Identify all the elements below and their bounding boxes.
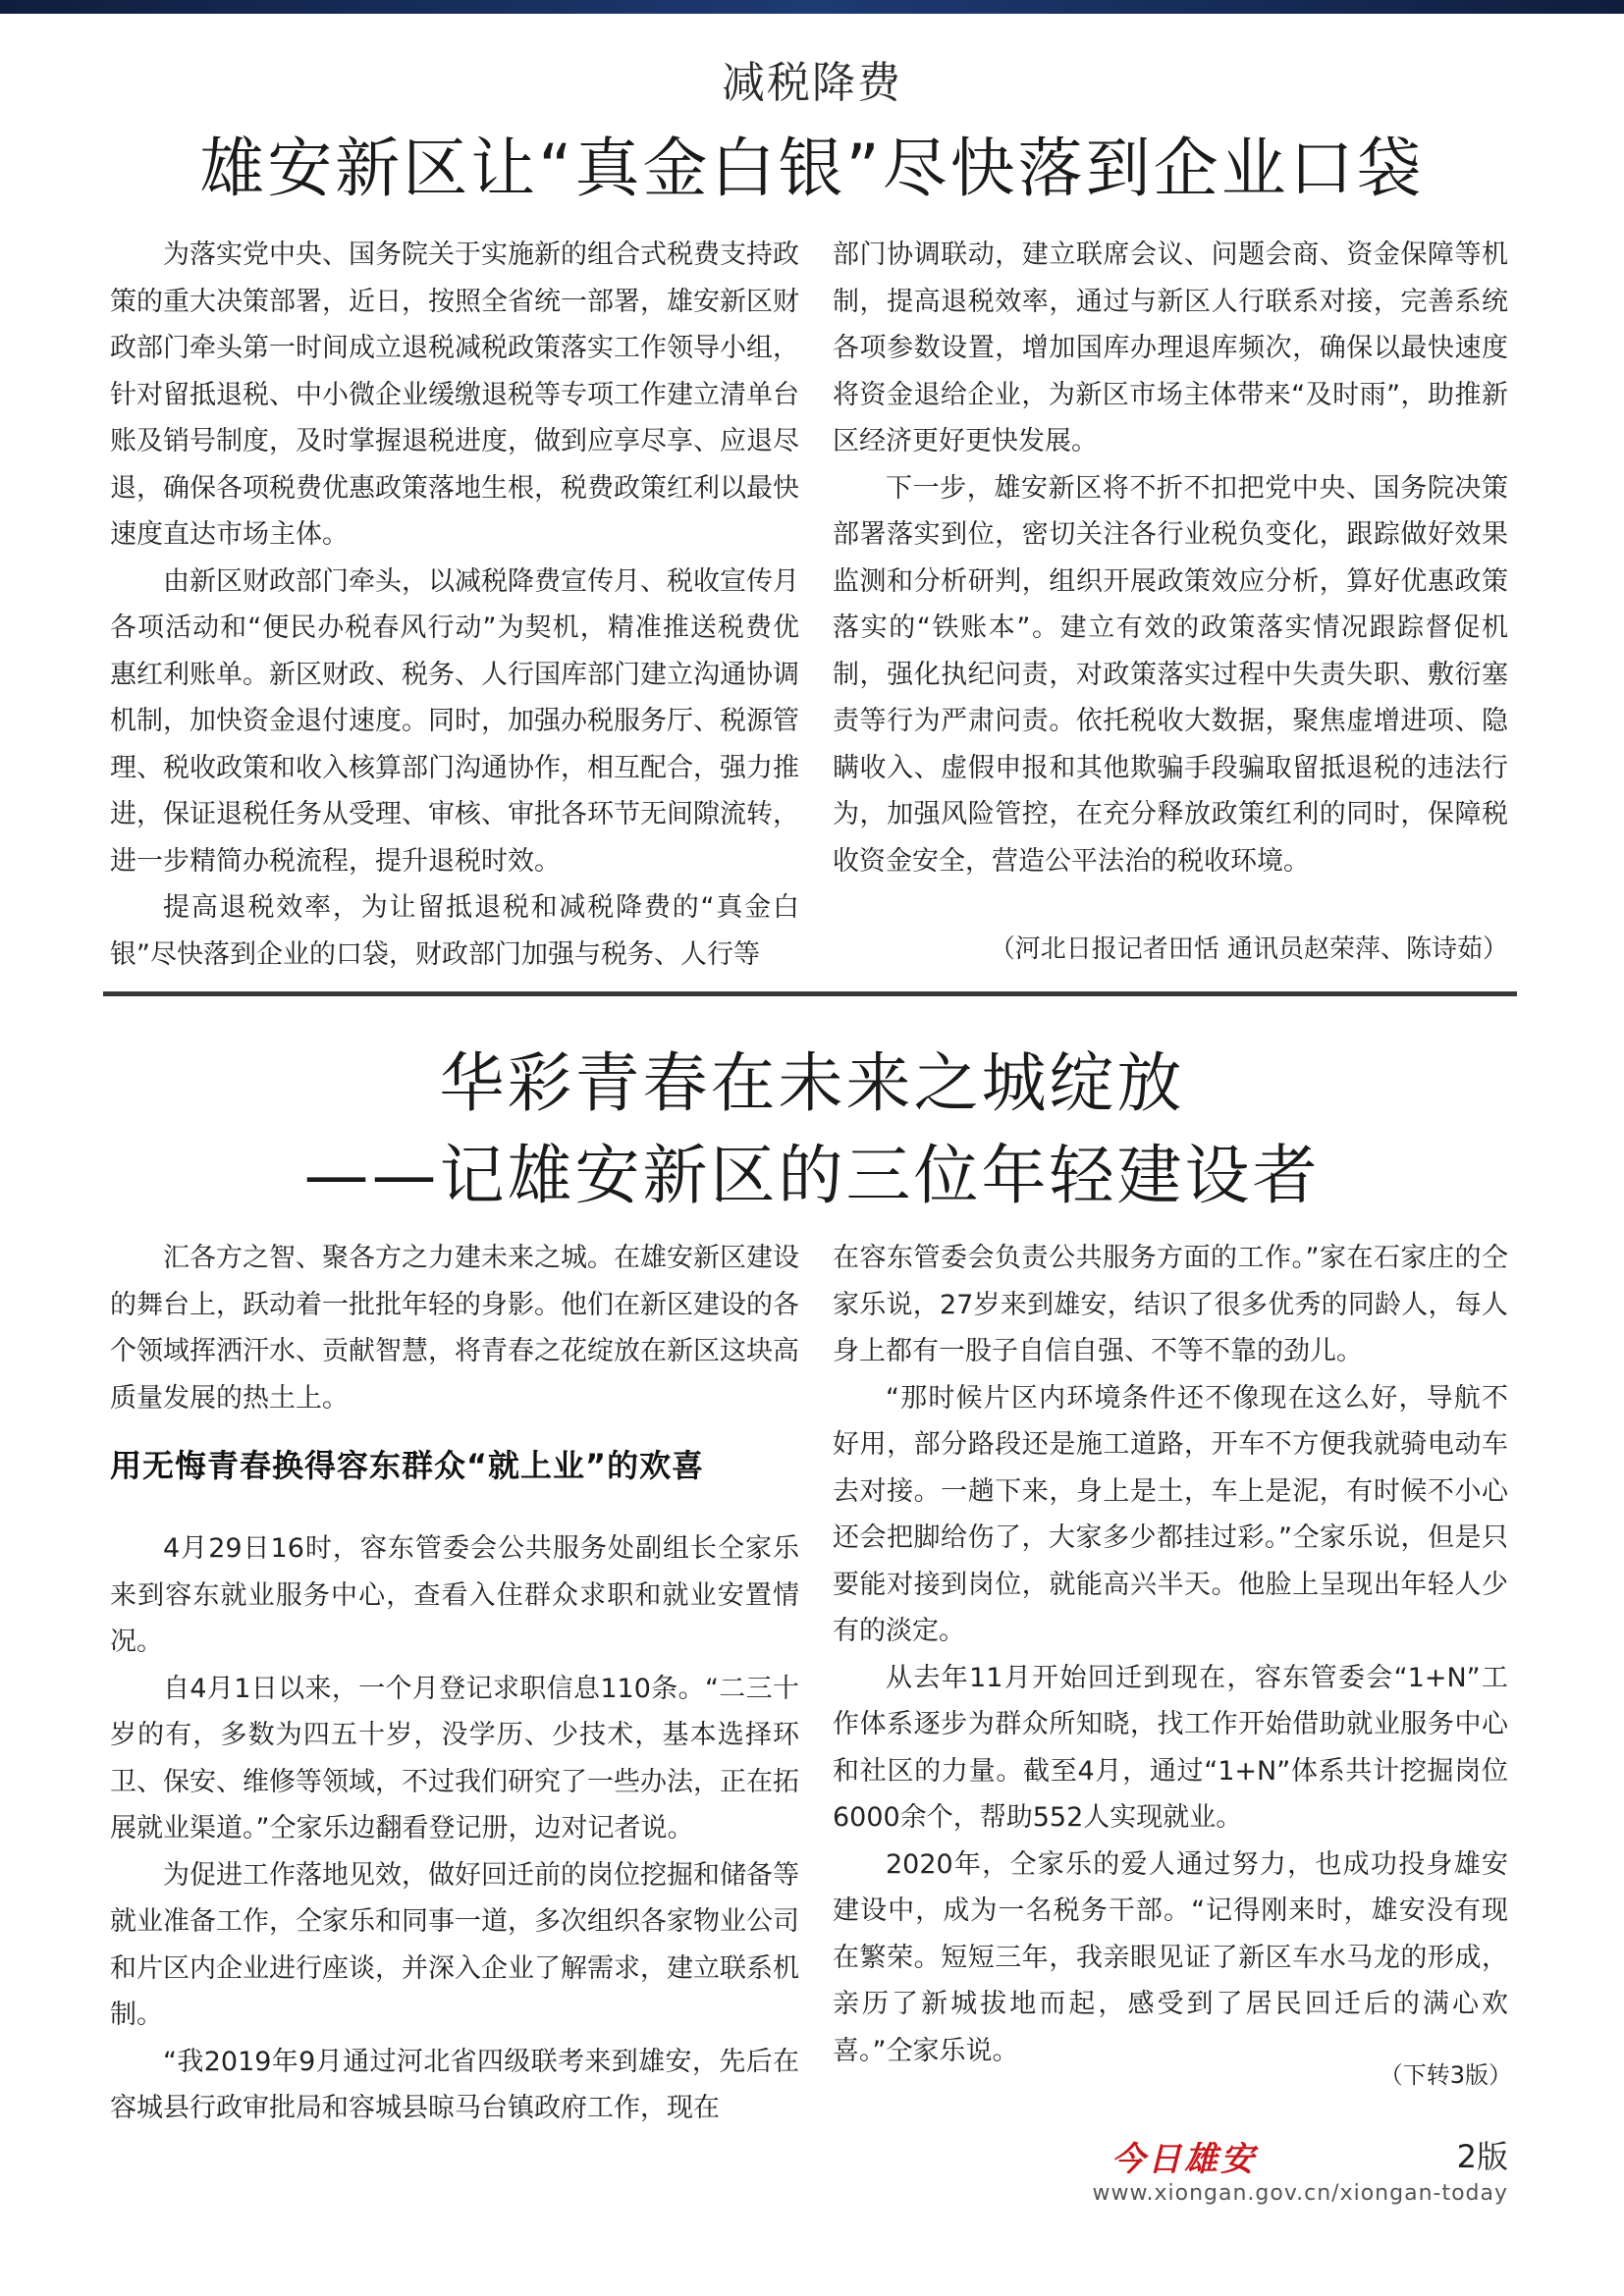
article1-byline: （河北日报记者田恬 通讯员赵荣萍、陈诗茹）	[989, 934, 1508, 964]
paragraph: 4月29日16时，容东管委会公共服务处副组长仝家乐来到容东就业服务中心，查看入住群众求职和就业安置情况。	[110, 1533, 799, 1657]
newspaper-logo: 今日雄安	[1111, 2140, 1257, 2179]
paragraph: 为落实党中央、国务院关于实施新的组合式税费支持政策的重大决策部署，近日，按照全省统一部署，雄安新区财政部门牵头第一时间成立退税减税政策落实工作领导小组，针对留抵退税、中小微企业缓缴退税等专项工作建立清单台账及销号制度，及时掌握退税进度，做到应享尽享、应退尽退，确保各项税费优惠政策落地生根，税费政策红利以最快速度直达市场主体。	[110, 240, 799, 550]
paragraph: 由新区财政部门牵头，以减税降费宣传月、税收宣传月各项活动和“便民办税春风行动”为契机，精准推送税费优惠红利账单。新区财政、税务、人行国库部门建立沟通协调机制，加快资金退付速度。同时，加强办税服务厅、税源管理、税收政策和收入核算部门沟通协作，相互配合，强力推进，保证退税任务从受理、审核、审批各环节无间隙流转，进一步精简办税流程，提升退税时效。	[110, 565, 799, 877]
continued-note: （下转3版）	[1379, 2061, 1512, 2089]
paragraph: 汇各方之智、聚各方之力建未来之城。在雄安新区建设的舞台上，跃动着一批批年轻的身影。他们在新区建设的各个领域挥洒汗水、贡献智慧，将青春之花绽放在新区这块高质量发展的热土上。	[110, 1243, 799, 1414]
article2-subtitle: ——记雄安新区的三位年轻建设者	[303, 1138, 1321, 1213]
paragraph: “我2019年9月通过河北省四级联考来到雄安，先后在容城县行政审批局和容城县晾马台镇政府工作，现在	[110, 2046, 799, 2123]
paragraph: “那时候片区内环境条件还不像现在这么好，导航不好用，部分路段还是施工道路，开车不方便我就骑电动车去对接。一趟下来，身上是土，车上是泥，有时候不小心还会把脚给伤了，大家多少都挂过彩。”仝家乐说，但是只要能对接到岗位，就能高兴半天。他脸上呈现出年轻人少有的淡定。	[833, 1382, 1508, 1646]
paragraph: 下一步，雄安新区将不折不扣把党中央、国务院决策部署落实到位，密切关注各行业税负变化，跟踪做好效果监测和分析研判，组织开展政策效应分析，算好优惠政策落实的“铁账本”。建立有效的政策落实情况跟踪督促机制，强化执纪问责，对政策落实过程中失责失职、敷衍塞责等行为严肃问责。依托税收大数据，聚焦虚增进项、隐瞒收入、虚假申报和其他欺骗手段骗取留抵退税的违法行为，加强风险管控，在充分释放政策红利的同时，保障税收资金安全，营造公平法治的税收环境。	[833, 472, 1508, 877]
article1-title: 雄安新区让“真金白银”尽快落到企业口袋	[199, 131, 1425, 206]
top-color-bar	[0, 0, 1624, 14]
article2-right-column	[833, 1235, 1508, 2074]
article1-left-column	[110, 232, 799, 978]
site-url: www.xiongan.gov.cn/xiongan-today	[1092, 2181, 1508, 2206]
article1-kicker: 减税降费	[722, 58, 902, 108]
article2-subheading: 用无悔青春换得容东群众“就上业”的欢喜	[110, 1447, 705, 1484]
article2-title: 华彩青春在未来之城绽放	[439, 1045, 1185, 1121]
article2-left-column	[110, 1525, 799, 2132]
article1-right-column	[833, 232, 1508, 884]
paragraph: 2020年，仝家乐的爱人通过努力，也成功投身雄安建设中，成为一名税务干部。“记得刚来时，雄安没有现在繁荣。短短三年，我亲眼见证了新区车水马龙的形成，亲历了新城拔地而起，感受到了居民回迁后的满心欢喜。”仝家乐说。	[833, 1848, 1508, 2066]
paragraph: 部门协调联动，建立联席会议、问题会商、资金保障等机制，提高退税效率，通过与新区人行联系对接，完善系统各项参数设置，增加国库办理退库频次，确保以最快速度将资金退给企业，为新区市场主体带来“及时雨”，助推新区经济更好更快发展。	[833, 240, 1508, 456]
page-number: 2版	[1456, 2138, 1508, 2175]
paragraph: 为促进工作落地见效，做好回迁前的岗位挖掘和储备等就业准备工作，仝家乐和同事一道，多次组织各家物业公司和片区内企业进行座谈，并深入企业了解需求，建立联系机制。	[110, 1859, 799, 2030]
paragraph: 提高退税效率，为让留抵退税和减税降费的“真金白银”尽快落到企业的口袋，财政部门加强与税务、人行等	[110, 892, 799, 970]
paragraph: 自4月1日以来，一个月登记求职信息110条。“二三十岁的有，多数为四五十岁，没学历、少技术，基本选择环卫、保安、维修等领域，不过我们研究了一些办法，正在拓展就业渠道。”仝家乐边翻看登记册，边对记者说。	[110, 1673, 799, 1843]
paragraph: 从去年11月开始回迁到现在，容东管委会“1+N”工作体系逐步为群众所知晓，找工作开始借助就业服务中心和社区的力量。截至4月，通过“1+N”体系共计挖掘岗位6000余个，帮助552人实现就业。	[833, 1662, 1508, 1833]
paragraph: 在容东管委会负责公共服务方面的工作。”家在石家庄的仝家乐说，27岁来到雄安，结识了很多优秀的同龄人，每人身上都有一股子自信自强、不等不靠的劲儿。	[833, 1243, 1508, 1366]
article2-intro	[110, 1235, 799, 1421]
section-divider	[103, 991, 1517, 996]
